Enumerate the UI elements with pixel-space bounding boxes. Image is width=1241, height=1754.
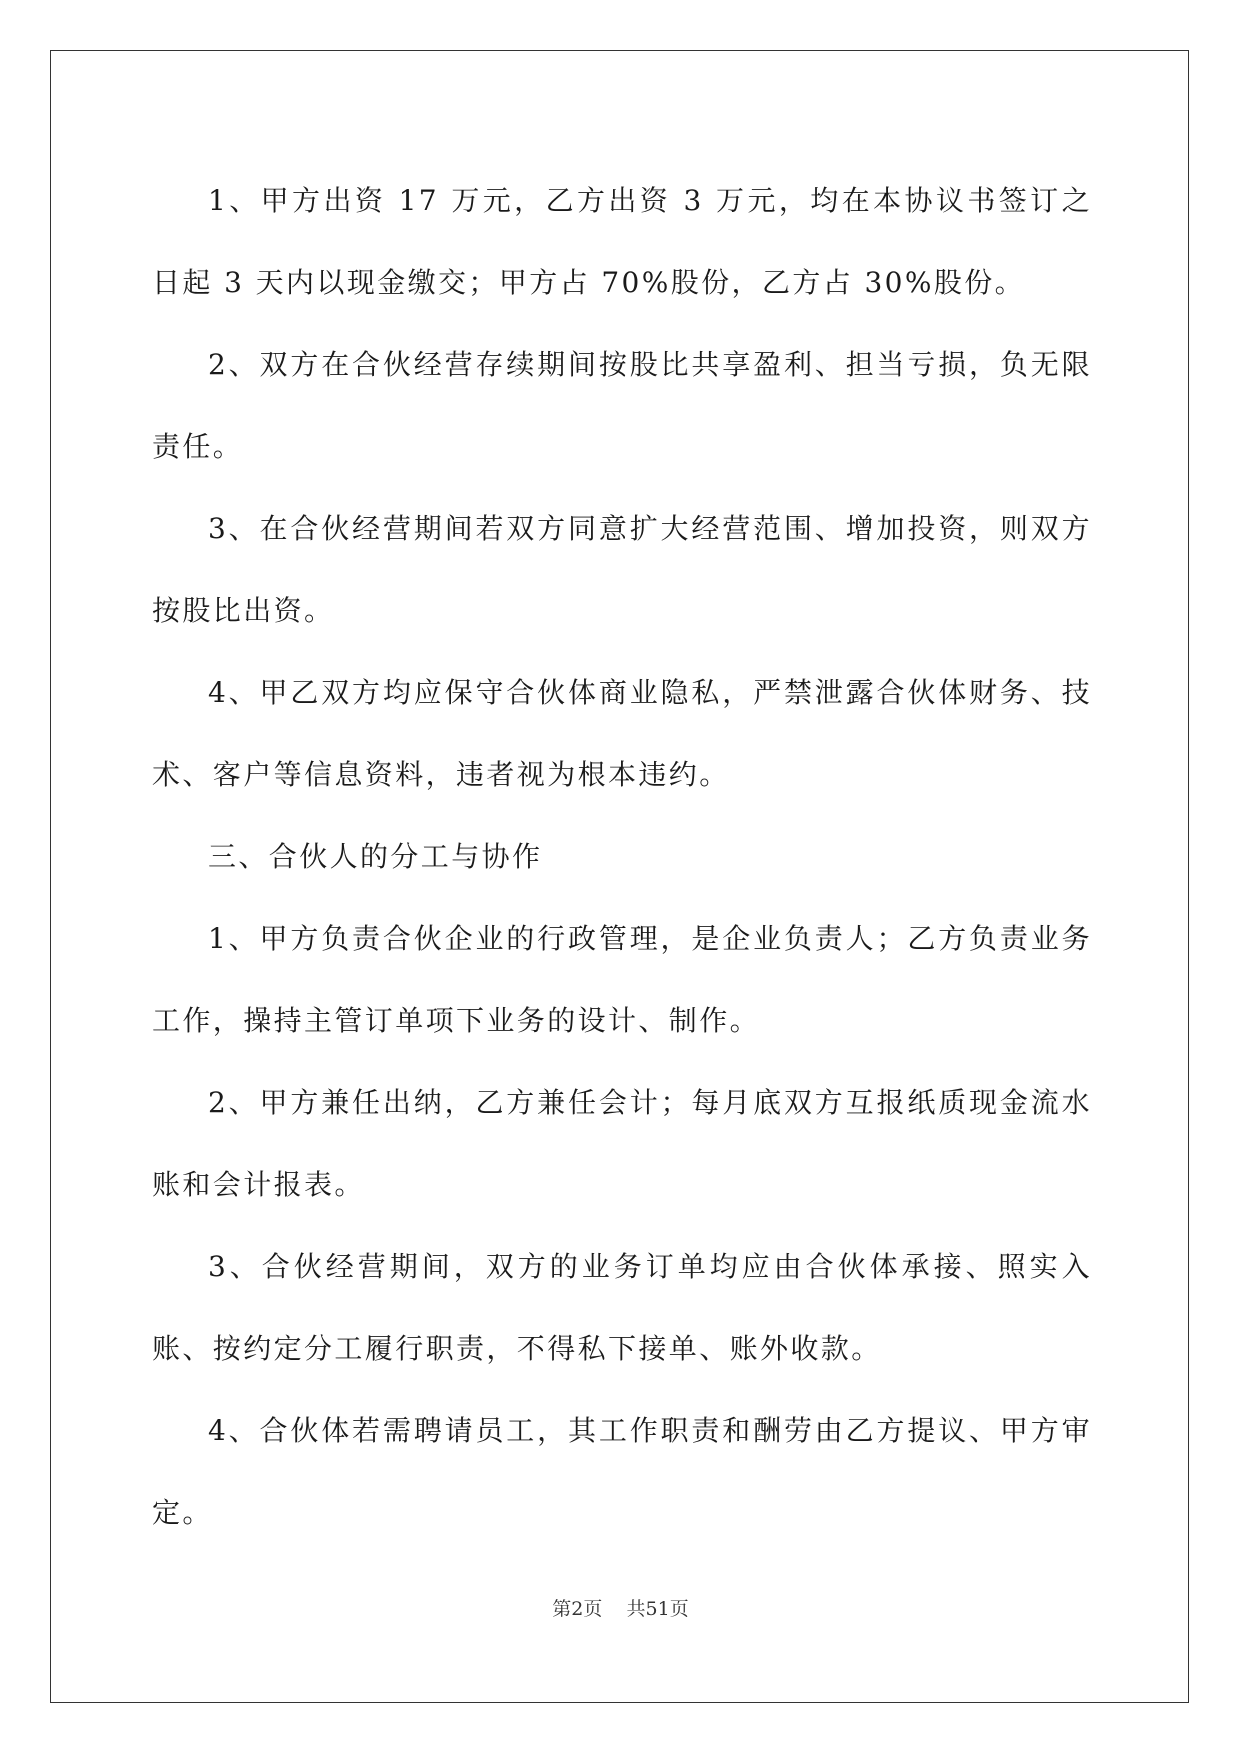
total-pages: 51: [645, 1598, 670, 1620]
document-body: [152, 160, 1092, 1554]
page-footer: [0, 1594, 1241, 1621]
section-heading: 三、合伙人的分工与协作: [208, 840, 543, 873]
page-label-prefix: 第: [552, 1598, 572, 1620]
paragraph-additional-investment: 3、在合伙经营期间若双方同意扩大经营范围、增加投资，则双方按股比出资。: [152, 512, 1092, 627]
paragraph-capital-contribution: 1、甲方出资 17 万元，乙方出资 3 万元，均在本协议书签订之日起 3 天内以现金缴交；甲方占 70%股份，乙方占 30%股份。: [152, 184, 1092, 299]
paragraph-business-orders: 3、合伙经营期间，双方的业务订单均应由合伙体承接、照实入账、按约定分工履行职责，不得私下接单、账外收款。: [152, 1250, 1092, 1365]
paragraph-confidentiality: 4、甲乙双方均应保守合伙体商业隐私，严禁泄露合伙体财务、技术、客户等信息资料，违者视为根本违约。: [152, 676, 1092, 791]
paragraph-profit-sharing: 2、双方在合伙经营存续期间按股比共享盈利、担当亏损，负无限责任。: [152, 348, 1092, 463]
paragraph-finance-roles: 2、甲方兼任出纳，乙方兼任会计；每月底双方互报纸质现金流水账和会计报表。: [152, 1086, 1092, 1201]
page-label-suffix: 页: [583, 1598, 603, 1620]
paragraph-management-roles: 1、甲方负责合伙企业的行政管理，是企业负责人；乙方负责业务工作，操持主管订单项下业务的设计、制作。: [152, 922, 1092, 1037]
total-label-suffix: 页: [669, 1598, 689, 1620]
paragraph-staff-hiring: 4、合伙体若需聘请员工，其工作职责和酬劳由乙方提议、甲方审定。: [152, 1414, 1092, 1529]
total-label-prefix: 共: [626, 1598, 646, 1620]
page-number: 2: [571, 1598, 584, 1620]
